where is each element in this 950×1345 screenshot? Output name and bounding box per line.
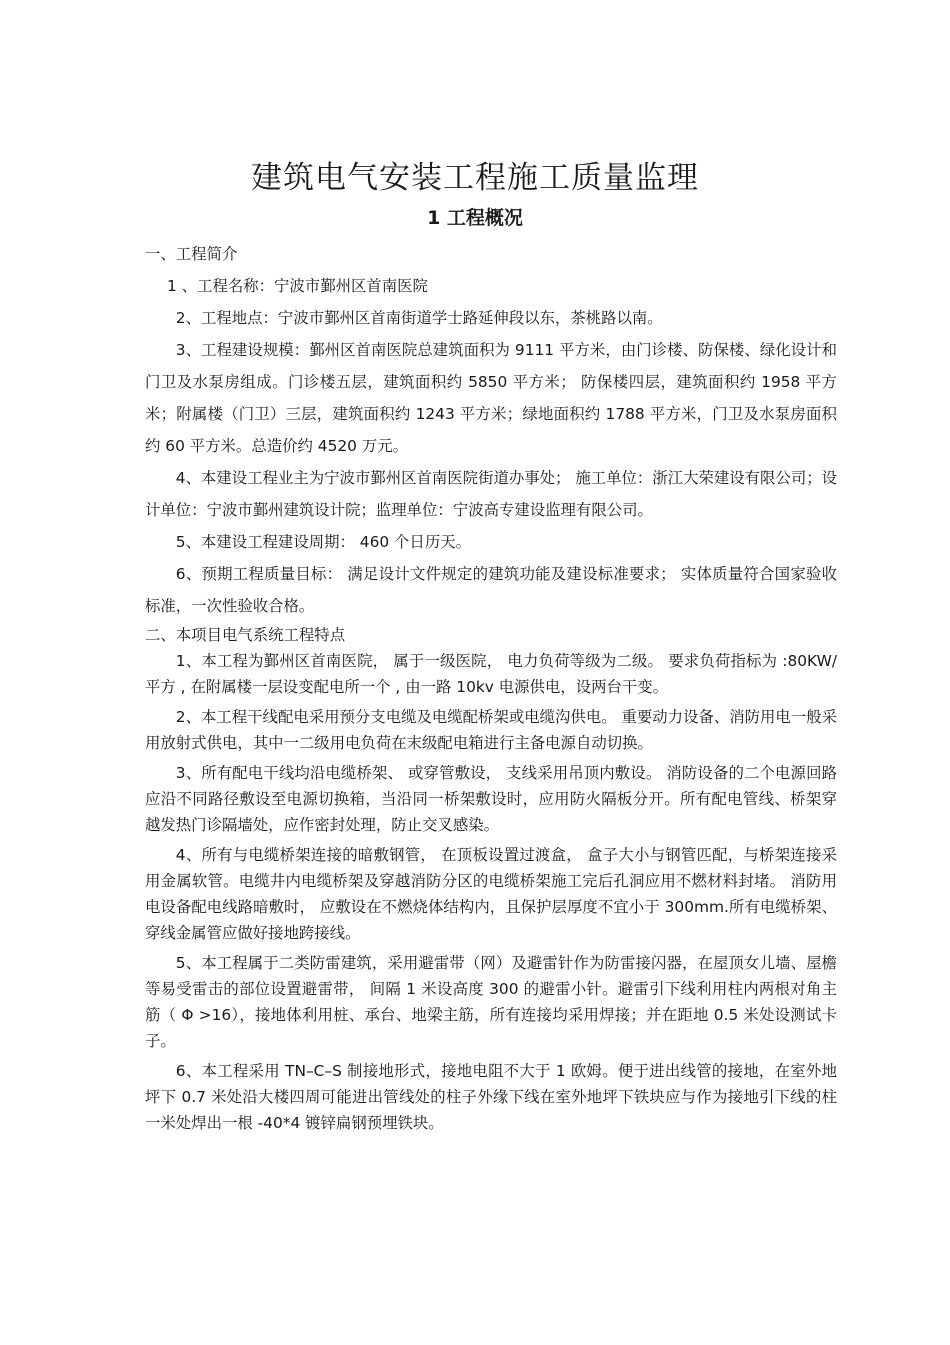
paragraph: 4、所有与电缆桥架连接的暗敷钢管， 在顶板设置过渡盒， 盒子大小与钢管匹配，与桥架连接采用金属软管。电缆井内电缆桥架及穿越消防分区的电缆桥架施工完后孔洞应用不燃材料封堵。 消防用电设备配电线路暗敷时， 应敷设在不燃烧体结构内，且保护层厚度不宜小于 300mm.所有电缆桥架、穿线金属管应做好接地跨接线。 xyxy=(145,846,837,942)
paragraph: 2、本工程干线配电采用预分支电缆及电缆配桥架或电缆沟供电。 重要动力设备、消防用电一般采用放射式供电，其中一二级用电负荷在末级配电箱进行主备电源自动切换。 xyxy=(145,708,837,752)
paragraph: 2、工程地点：宁波市鄞州区首南街道学士路延伸段以东，茶桃路以南。 xyxy=(175,309,663,327)
paragraph: 6、预期工程质量目标： 满足设计文件规定的建筑功能及建设标准要求； 实体质量符合国家验收标准，一次性验收合格。 xyxy=(145,565,837,615)
section-title: 1 工程概况 xyxy=(427,207,523,229)
paragraph: 1 、工程名称：宁波市鄞州区首南医院 xyxy=(167,277,428,295)
paragraph: 5、本工程属于二类防雷建筑，采用避雷带（网）及避雷针作为防雷接闪器，在屋顶女儿墙、屋檐等易受雷击的部位设置避雷带， 间隔 1 米设高度 300 的避雷小针。避雷引下线利用柱内两根对角主筋（ Φ >16），接地体利用桩、承台、地梁主筋，所有连接均采用焊接；并在距地 0.5 米处设测试卡子。 xyxy=(145,954,837,1050)
paragraph: 3、所有配电干线均沿电缆桥架、 或穿管敷设， 支线采用吊顶内敷设。 消防设备的二个电源回路应沿不同路径敷设至电源切换箱，当沿同一桥架敷设时，应用防火隔板分开。所有配电管线、桥架穿越发热门诊隔墙处，应作密封处理，防止交叉感染。 xyxy=(145,764,837,834)
paragraph: 4、本建设工程业主为宁波市鄞州区首南医院街道办事处； 施工单位：浙江大荣建设有限公司；设计单位：宁波市鄞州建筑设计院；监理单位：宁波高专建设监理有限公司。 xyxy=(145,469,837,519)
paragraph: 6、本工程采用 TN–C–S 制接地形式，接地电阻不大于 1 欧姆。便于进出线管的接地，在室外地坪下 0.7 米处沿大楼四周可能进出管线处的柱子外缘下线在室外地坪下铁块应与作为接地引下线的柱一米处焊出一根 -40*4 镀锌扁钢预埋铁块。 xyxy=(145,1062,837,1132)
section-heading-1: 一、工程简介 xyxy=(145,245,238,263)
document-body xyxy=(145,238,837,1136)
paragraph: 5、本建设工程建设周期： 460 个日历天。 xyxy=(175,533,471,551)
section-heading-2: 二、本项目电气系统工程特点 xyxy=(145,626,346,644)
paragraph: 3、工程建设规模：鄞州区首南医院总建筑面积为 9111 平方米，由门诊楼、防保楼、绿化设计和门卫及水泵房组成。门诊楼五层，建筑面积约 5850 平方米； 防保楼四层，建筑面积约 1958 平方米；附属楼（门卫）三层，建筑面积约 1243 平方米；绿地面积约 1788 平方米，门卫及水泵房面积约 60 平方米。总造价约 4520 万元。 xyxy=(145,341,837,455)
paragraph: 1、本工程为鄞州区首南医院， 属于一级医院， 电力负荷等级为二级。 要求负荷指标为 :80KW/平方 , 在附属楼一层设变配电所一个 , 由一路 10kv 电源供电，设两台干变。 xyxy=(145,652,837,696)
document-title: 建筑电气安装工程施工质量监理 xyxy=(251,160,699,196)
